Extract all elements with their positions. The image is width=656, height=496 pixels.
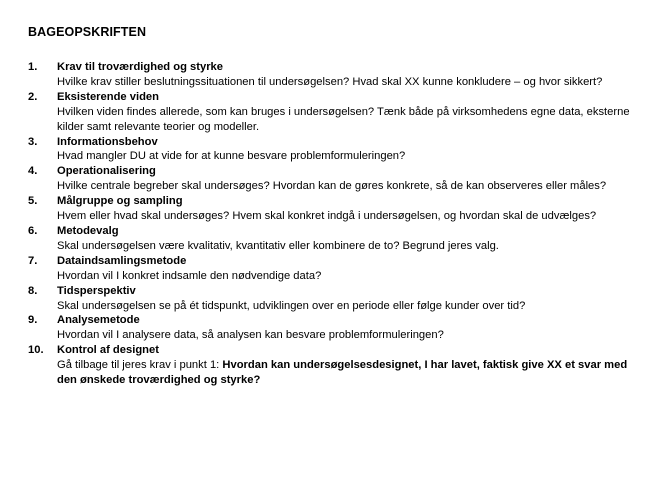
item-description-lead: Gå tilbage til jeres krav i punkt 1: [57,359,223,372]
item-content [57,343,638,388]
item-description: Hvem eller hvad skal undersøges? Hvem skal konkret indgå i undersøgelsen, og hvordan skal de udvælges? [57,210,597,223]
item-number: 10. [28,344,44,357]
item-heading: Tidsperspektiv [57,284,136,297]
item-heading: Metodevalg [57,224,119,237]
item-content [57,254,638,284]
item-heading: Krav til troværdighed og styrke [57,61,223,73]
list-item-1 [28,60,638,90]
item-heading: Informationsbehov [57,135,158,148]
item-number: 3. [28,135,38,148]
item-heading: Analysemetode [57,314,140,327]
item-number: 1. [28,61,38,73]
item-number: 6. [28,224,38,237]
item-description: Hvilke krav stiller beslutningssituationen til undersøgelsen? Hvad skal XX kunne konkludere – og hvor sikkert? [57,75,603,88]
item-number: 5. [28,195,38,208]
item-description: Skal undersøgelsen være kvalitativ, kvantitativ eller kombinere de to? Begrund jeres valg. [57,239,499,252]
item-description: Hvordan vil I analysere data, så analysen kan besvare problemformuleringen? [57,329,444,342]
list-item-7 [28,254,638,284]
item-heading: Dataindsamlingsmetode [57,254,187,267]
list-item-5 [28,194,638,224]
list-item-3 [28,135,638,165]
item-heading: Kontrol af designet [57,344,159,357]
item-description: Hvilken viden findes allerede, som kan bruges i undersøgelsen? Tænk både på virksomhedens egne data, eksterne kilder samt relevante teorier og modeller. [57,105,630,133]
item-description: Hvilke centrale begreber skal undersøges? Hvordan kan de gøres konkrete, så de kan observeres eller måles? [57,180,607,193]
document-title: BAGEOPSKRIFTEN [28,25,147,39]
item-number: 7. [28,254,38,267]
item-description-emphasis: Hvordan kan undersøgelsesdesignet, I har lavet, faktisk give XX et svar med den ønskede troværdighed og styrke? [57,359,628,387]
list-item-8 [28,284,638,314]
item-description: Hvad mangler DU at vide for at kunne besvare problemformuleringen? [57,150,406,163]
item-description: Skal undersøgelsen se på ét tidspunkt, udviklingen over en periode eller følge kunder over tid? [57,299,526,312]
list-item-4 [28,164,638,194]
item-description: Hvordan vil I konkret indsamle den nødvendige data? [57,269,322,282]
item-number: 4. [28,165,38,178]
list-item-10 [28,343,638,388]
item-content [57,224,638,254]
item-description [57,358,638,388]
item-content [57,313,638,343]
item-content [57,90,638,135]
item-number: 8. [28,284,38,297]
item-content [57,284,638,314]
item-heading: Målgruppe og sampling [57,195,183,208]
item-content [57,164,638,194]
item-number: 9. [28,314,38,327]
list-item-9 [28,313,638,343]
item-heading: Eksisterende viden [57,90,159,103]
list-item-6 [28,224,638,254]
item-content [57,135,638,165]
item-heading: Operationalisering [57,165,156,178]
item-number: 2. [28,90,38,103]
item-content [57,194,638,224]
item-content [57,60,638,90]
list-item-2 [28,90,638,135]
checklist [28,60,638,388]
